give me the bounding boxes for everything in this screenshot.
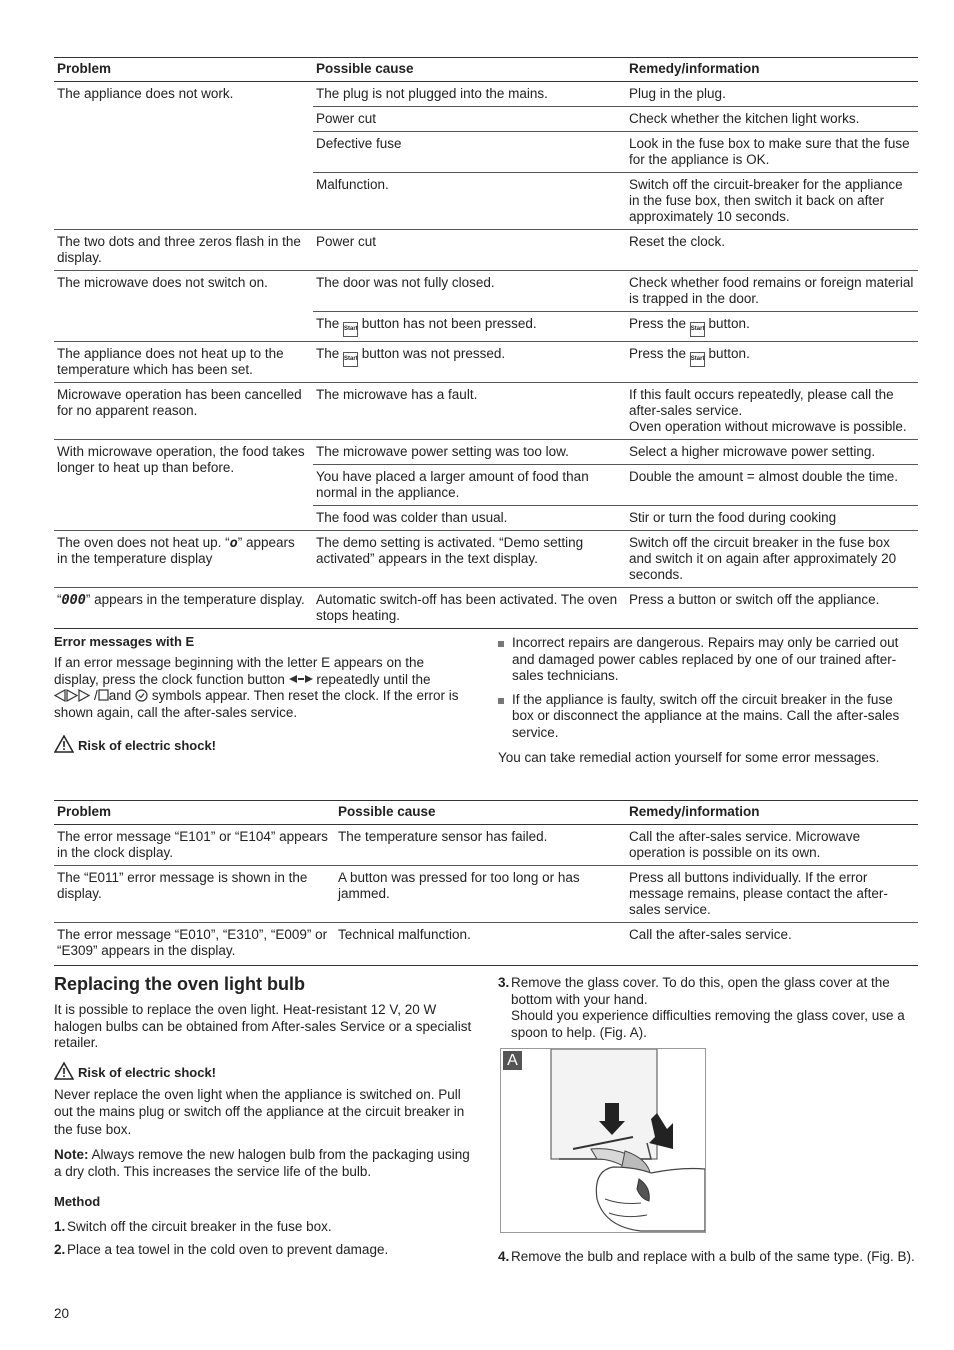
- table-row: [54, 271, 918, 312]
- table-row: [54, 82, 918, 107]
- remedy-text: button.: [704, 346, 750, 361]
- step-number: 4.: [498, 1249, 510, 1264]
- list-item: [498, 1249, 918, 1266]
- cause-cell: [313, 312, 626, 342]
- table-row: [54, 866, 918, 923]
- step-number: 3.: [498, 975, 510, 990]
- table-header-row: [54, 801, 918, 825]
- problem-text: “: [57, 592, 62, 607]
- section-heading: Error messages with E: [54, 634, 195, 649]
- cause-cell: Malfunction.: [313, 173, 626, 230]
- bulb-section: [54, 974, 472, 1258]
- never-replace-paragraph: Never replace the oven light when the appliance is switched on. Pull out the mains plug or switch off the appliance at the circuit breaker in the fuse box.: [54, 1086, 465, 1137]
- remedy-cell: Plug in the plug.: [629, 86, 726, 101]
- table-row: [54, 383, 918, 440]
- cause-text: button was not pressed.: [358, 346, 506, 361]
- table-row: [54, 440, 918, 465]
- remedy-cell: Switch off the circuit-breaker for the appliance in the fuse box, then switch it back on after approximately 10 seconds.: [626, 173, 918, 230]
- problem-cell: The microwave does not switch on.: [57, 275, 268, 290]
- figure-a: [500, 1048, 706, 1233]
- problem-cell: The “E011” error message is shown in the display.: [57, 870, 308, 901]
- bulb-intro-paragraph: It is possible to replace the oven light. Heat-resistant 12 V, 20 W halogen bulbs can be obtained from After-sales Service or a specialist retailer.: [54, 1002, 472, 1050]
- error-codes-table: [54, 800, 918, 966]
- warning-triangle-icon: [54, 735, 74, 753]
- electric-shock-warning: [54, 1062, 472, 1080]
- table-header-row: [54, 58, 918, 82]
- problem-text: The oven does not heat up. “: [57, 535, 230, 550]
- cause-cell: Technical malfunction.: [338, 927, 471, 942]
- remedy-text: button.: [704, 316, 750, 331]
- remedy-cell: Reset the clock.: [629, 234, 726, 249]
- problem-cell: Microwave operation has been cancelled for no apparent reason.: [57, 387, 302, 418]
- step-text: Switch off the circuit breaker in the fuse box.: [67, 1219, 332, 1234]
- remedy-text: If this fault occurs repeatedly, please call the after-sales service.: [629, 387, 894, 418]
- list-item: [498, 975, 918, 1041]
- problem-cell: With microwave operation, the food takes longer to heat up than before.: [57, 444, 305, 475]
- list-item: [54, 1219, 472, 1236]
- list-item: [54, 1242, 472, 1259]
- display-segment-symbol: o: [229, 535, 238, 551]
- problem-cell: The error message “E101” or “E104” appears in the clock display.: [57, 829, 328, 860]
- bullet-square-icon: [498, 641, 504, 647]
- cause-cell: Defective fuse: [313, 132, 626, 173]
- bullet-square-icon: [498, 698, 504, 704]
- cause-text: The: [316, 316, 344, 331]
- electric-shock-warning: [54, 735, 470, 753]
- column-header: Remedy/information: [629, 61, 760, 76]
- column-header: Problem: [57, 61, 112, 76]
- troubleshooting-table: [54, 57, 918, 629]
- cause-text: button has not been pressed.: [358, 316, 537, 331]
- start-button-icon: Start: [690, 322, 705, 337]
- problem-cell: The appliance does not work.: [57, 86, 234, 101]
- remedy-cell: [626, 383, 918, 440]
- remedy-cell: Double the amount = almost double the time.: [626, 465, 918, 506]
- remedy-cell: [626, 342, 918, 383]
- remedy-cell: Look in the fuse box to make sure that the fuse for the appliance is OK.: [626, 132, 918, 173]
- cause-text: The: [316, 346, 344, 361]
- triangle-symbols-icon: [54, 689, 94, 702]
- cause-cell: The door was not fully closed.: [316, 275, 495, 290]
- problem-cell: [54, 588, 313, 629]
- cause-cell: Automatic switch-off has been activated. The oven stops heating.: [316, 592, 618, 623]
- bullet-text: If the appliance is faulty, switch off the circuit breaker in the fuse box or disconnect the appliance at the mains. Call the after-sales service.: [512, 691, 900, 740]
- cause-cell: You have placed a larger amount of food than normal in the appliance.: [313, 465, 626, 506]
- remedy-cell: Check whether food remains or foreign material is trapped in the door.: [629, 275, 914, 306]
- table-row: [54, 230, 918, 271]
- cause-cell: Power cut: [316, 234, 377, 249]
- bulb-steps-right: [498, 975, 918, 1041]
- list-item: [498, 635, 918, 685]
- bullet-text: Incorrect repairs are dangerous. Repairs may only be carried out and damaged power cables replaced by one of our trained after-sales technicians.: [512, 635, 899, 683]
- method-heading: Method: [54, 1194, 101, 1209]
- table-row: [54, 923, 918, 966]
- start-button-icon: Start: [343, 322, 358, 337]
- problem-text: ” appears in the temperature display.: [85, 592, 305, 607]
- warning-triangle-icon: [54, 1062, 74, 1080]
- cause-cell: [313, 342, 626, 383]
- square-symbol-icon: [98, 689, 109, 701]
- remedy-cell: Switch off the circuit breaker in the fuse box and switch it on again after approximately 20 seconds.: [629, 535, 897, 582]
- cause-cell: The demo setting is activated. “Demo setting activated” appears in the text display.: [316, 535, 584, 566]
- note-paragraph: [54, 1147, 472, 1180]
- column-header: Possible cause: [338, 804, 436, 819]
- step-text: Remove the glass cover. To do this, open the glass cover at the bottom with your hand.: [511, 975, 890, 1007]
- cause-cell: The microwave power setting was too low.: [316, 444, 569, 459]
- table-row: [54, 531, 918, 588]
- problem-cell: [54, 531, 313, 588]
- table-row: [54, 342, 918, 383]
- problem-cell: The appliance does not heat up to the temperature which has been set.: [57, 346, 284, 377]
- list-item: [498, 692, 918, 742]
- step-text: Remove the bulb and replace with a bulb of the same type. (Fig. B).: [511, 1249, 915, 1264]
- column-header: Possible cause: [316, 61, 414, 76]
- remedial-paragraph: You can take remedial action yourself for some error messages.: [498, 750, 880, 765]
- step-text: Should you experience difficulties removing the glass cover, use a spoon to help. (Fig. A).: [511, 1008, 905, 1040]
- remedy-cell: Press all buttons individually. If the error message remains, please contact the after-sales service.: [629, 870, 888, 917]
- page-number: 20: [54, 1306, 70, 1321]
- problem-text: ” appears in the temperature display: [57, 535, 295, 566]
- remedy-text: Press the: [629, 316, 690, 331]
- note-label: Note:: [54, 1147, 89, 1162]
- cause-cell: The plug is not plugged into the mains.: [316, 86, 548, 101]
- step-number: 1.: [54, 1219, 66, 1234]
- note-text: Always remove the new halogen bulb from the packaging using a dry cloth. This increases the service life of the bulb.: [54, 1147, 470, 1179]
- error-bullets-section: [498, 635, 918, 767]
- intro-text: symbols appear. Then reset the clock. If the error is shown again, call the after-sales service.: [54, 688, 459, 720]
- clock-function-arrows-icon: [289, 674, 313, 684]
- glass-cover-removal-illustration: [501, 1049, 705, 1232]
- error-messages-section: [54, 634, 470, 753]
- start-button-icon: Start: [343, 352, 358, 367]
- column-header: Problem: [57, 804, 112, 819]
- start-button-icon: Start: [690, 352, 705, 367]
- remedy-cell: [626, 312, 918, 342]
- bulb-step-4: [498, 1249, 918, 1266]
- table-row: [54, 825, 918, 866]
- cause-cell: The food was colder than usual.: [313, 506, 626, 531]
- column-header: Remedy/information: [629, 804, 760, 819]
- section-title: Replacing the oven light bulb: [54, 974, 306, 994]
- remedy-text: Press the: [629, 346, 690, 361]
- intro-text: and: [108, 688, 132, 703]
- remedy-text: Oven operation without microwave is possible.: [629, 419, 907, 434]
- cause-cell: Power cut: [313, 107, 626, 132]
- display-segment-symbol: 000: [61, 592, 86, 608]
- remedy-cell: Check whether the kitchen light works.: [626, 107, 918, 132]
- remedy-cell: Call the after-sales service. Microwave operation is possible on its own.: [629, 829, 861, 860]
- remedy-cell: Stir or turn the food during cooking: [626, 506, 918, 531]
- cause-cell: The microwave has a fault.: [316, 387, 478, 402]
- intro-text: /: [94, 688, 98, 703]
- step-text: Place a tea towel in the cold oven to prevent damage.: [67, 1241, 389, 1257]
- intro-text: repeatedly until the: [316, 671, 431, 687]
- remedy-cell: Select a higher microwave power setting.: [629, 444, 876, 459]
- problem-cell: The two dots and three zeros flash in the display.: [57, 234, 301, 265]
- intro-text: If an error message beginning with the letter E appears on the display, press the clock function button: [54, 655, 424, 687]
- clock-symbol-icon: [135, 689, 148, 702]
- step-number: 2.: [54, 1241, 66, 1257]
- figure-label: A: [503, 1051, 522, 1070]
- cause-cell: A button was pressed for too long or has jammed.: [338, 870, 580, 901]
- warning-text: Risk of electric shock!: [78, 1064, 216, 1080]
- remedy-cell: Press a button or switch off the appliance.: [629, 592, 880, 607]
- warning-text: Risk of electric shock!: [78, 738, 216, 753]
- remedy-cell: Call the after-sales service.: [629, 927, 792, 942]
- problem-cell: The error message “E010”, “E310”, “E009” or “E309” appears in the display.: [57, 927, 328, 958]
- error-intro-paragraph: [54, 655, 470, 721]
- table-row: [54, 588, 918, 629]
- cause-cell: The temperature sensor has failed.: [338, 829, 548, 844]
